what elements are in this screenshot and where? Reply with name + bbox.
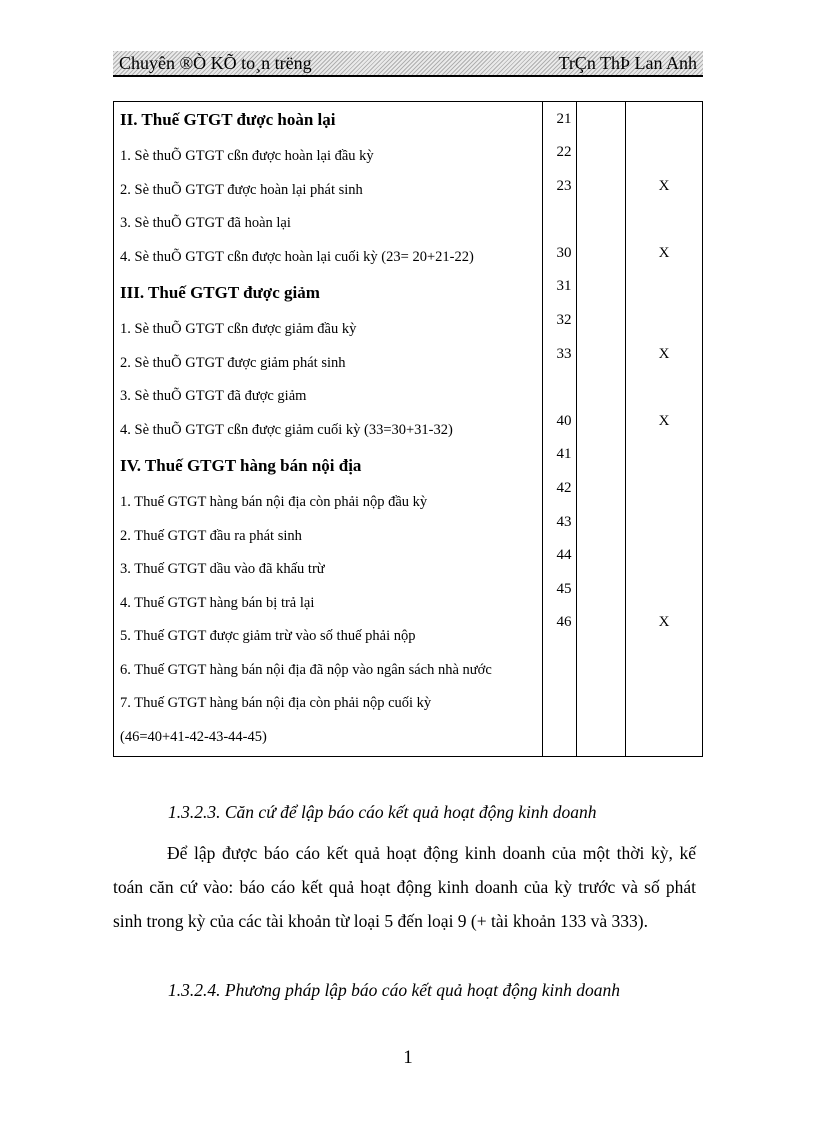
section-heading: III. Thuế GTGT được giảm — [120, 283, 320, 302]
table-row: 1. Thuế GTGT hàng bán nội địa còn phải nộp đầu kỳ — [120, 494, 428, 510]
table-row: 2. Sè thuÕ GTGT được hoàn lại phát sinh — [120, 182, 363, 198]
table-row: (46=40+41-42-43-44-45) — [120, 729, 267, 745]
section-heading: II. Thuế GTGT được hoàn lại — [120, 110, 336, 129]
header-author: TrÇn ThÞ Lan Anh — [558, 53, 697, 73]
check-mark: X — [658, 346, 670, 362]
check-mark: X — [658, 245, 670, 261]
table-row: 4. Thuế GTGT hàng bán bị trả lại — [120, 595, 315, 611]
body-paragraph: Để lập được báo cáo kết quả hoạt động kinh doanh của một thời kỳ, kế toán căn cứ vào: báo cáo kết quả hoạt động kinh doanh của kỳ trước và số phát sinh trong kỳ của các tài khoản từ loại 5 đến loại 9 (+ tài khoản 133 và 333). — [113, 843, 696, 931]
check-mark: X — [658, 614, 670, 630]
section-heading-1324: 1.3.2.4. Phương pháp lập báo cáo kết quả hoạt động kinh doanh — [168, 980, 620, 1000]
check-mark: X — [658, 178, 670, 194]
row-code: 44 — [556, 547, 572, 563]
table-divider — [542, 102, 543, 756]
row-code: 40 — [556, 413, 572, 429]
row-code: 46 — [556, 614, 572, 630]
table-row: 3. Thuế GTGT dầu vào đã khấu trừ — [120, 561, 325, 577]
table-row: 1. Sè thuÕ GTGT cßn được giảm đầu kỳ — [120, 321, 357, 337]
section-heading-1323: 1.3.2.3. Căn cứ để lập báo cáo kết quả hoạt động kinh doanh — [168, 802, 597, 822]
row-code: 45 — [556, 581, 572, 597]
table-row: 2. Thuế GTGT đầu ra phát sinh — [120, 528, 302, 544]
running-header — [113, 51, 703, 77]
table-row: 6. Thuế GTGT hàng bán nội địa đã nộp vào ngân sách nhà nước — [120, 662, 492, 678]
table-row: 2. Sè thuÕ GTGT được giảm phát sinh — [120, 355, 346, 371]
table-divider — [625, 102, 626, 756]
table-row: 5. Thuế GTGT được giảm trừ vào số thuế phải nộp — [120, 628, 416, 644]
section-heading: IV. Thuế GTGT hàng bán nội địa — [120, 456, 362, 475]
table-row: 3. Sè thuÕ GTGT đã hoàn lại — [120, 215, 291, 231]
table-row: 4. Sè thuÕ GTGT cßn được hoàn lại cuối kỳ (23= 20+21-22) — [120, 249, 474, 265]
row-code: 23 — [556, 178, 572, 194]
table-row: 4. Sè thuÕ GTGT cßn được giảm cuối kỳ (33=30+31-32) — [120, 422, 453, 438]
table-row: 1. Sè thuÕ GTGT cßn được hoàn lại đầu kỳ — [120, 148, 374, 164]
row-code: 22 — [556, 144, 572, 160]
page-number: 1 — [403, 1047, 413, 1068]
row-code: 41 — [556, 446, 572, 462]
row-code: 32 — [556, 312, 572, 328]
table-row: 3. Sè thuÕ GTGT đã được giảm — [120, 388, 307, 404]
row-code: 31 — [556, 278, 572, 294]
row-code: 33 — [556, 346, 572, 362]
row-code: 43 — [556, 514, 572, 530]
vat-table — [113, 101, 703, 757]
check-mark: X — [658, 413, 670, 429]
row-code: 30 — [556, 245, 572, 261]
header-title: Chuyên ®Ò KÕ to¸n trëng — [119, 53, 312, 73]
table-row: 7. Thuế GTGT hàng bán nội địa còn phải nộp cuối kỳ — [120, 695, 432, 711]
row-code: 42 — [556, 480, 572, 496]
row-code: 21 — [556, 111, 572, 127]
